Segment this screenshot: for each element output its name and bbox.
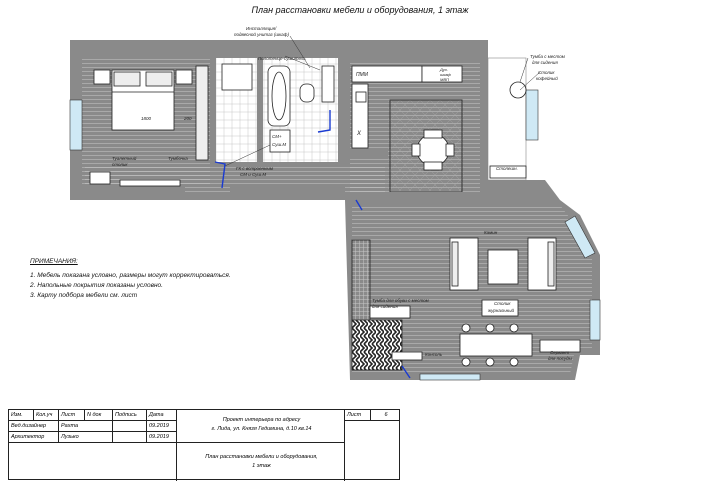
oven-label: Дух. bbox=[440, 67, 448, 72]
stamp-header: Кол.уч bbox=[34, 410, 59, 421]
stamp-date: 09.2019 bbox=[147, 432, 177, 443]
project-cell bbox=[177, 410, 345, 443]
oven-label-2: шкаф bbox=[440, 72, 451, 77]
installation-label: Инсталляция/ bbox=[246, 26, 277, 31]
built-in-label: ГК с встроенным bbox=[236, 166, 273, 171]
oven-label-3: МВП bbox=[440, 77, 449, 82]
stamp-signature bbox=[113, 432, 147, 443]
dressing-table-label: Туалетный bbox=[112, 156, 137, 161]
note-item: 2. Напольные покрытия показаны условно. bbox=[30, 282, 163, 289]
sheet-label: Лист bbox=[345, 410, 371, 421]
sideboard-label: Сервант bbox=[550, 350, 570, 355]
towel-dryer-label: Полотенце-сушитель bbox=[258, 56, 306, 61]
stamp-signature bbox=[113, 421, 147, 432]
fireplace-label: Камин bbox=[484, 230, 498, 235]
bed-size-2-label: 200 bbox=[184, 116, 192, 121]
stamp-header: Лист bbox=[59, 410, 85, 421]
address-line: г. Лида, ул. Князя Гедимина, д.10 кв.14 bbox=[211, 426, 312, 432]
sheet-title-line-2: 1 этаж bbox=[252, 463, 271, 469]
dressing-table-label-2: столик bbox=[112, 162, 128, 167]
stamp-role: Архитектор bbox=[9, 432, 59, 443]
dishwasher-label: ПММ bbox=[356, 72, 368, 78]
title-block bbox=[8, 409, 400, 480]
wm2-label: Суш.М bbox=[272, 142, 287, 147]
sheet-title-cell bbox=[177, 443, 345, 481]
project-line: Проект интерьера по адресу bbox=[222, 417, 301, 423]
stamp-date: 09.2019 bbox=[147, 421, 177, 432]
journal-table-label: Столик bbox=[494, 301, 511, 306]
fridge-mark: Х bbox=[357, 131, 362, 137]
desk-label: Столешн. bbox=[496, 166, 518, 171]
console-label: Консоль bbox=[425, 352, 443, 357]
stamp-header: Изм. bbox=[9, 410, 34, 421]
bedside-label: Тумбочка bbox=[168, 156, 188, 161]
stamp-name: Рахта bbox=[59, 421, 113, 432]
coffee-table-label-2: кофейный bbox=[536, 76, 558, 81]
stamp-org-cell bbox=[345, 421, 399, 481]
bed-size-label: 1800 bbox=[141, 116, 152, 121]
hanging-toilet-label: подвесной унитаз (шкаф) bbox=[234, 32, 289, 37]
stamp-header: Подпись bbox=[113, 410, 147, 421]
sheet-title-line: План расстановки мебели и оборудования, bbox=[205, 454, 318, 460]
notes bbox=[30, 257, 231, 301]
for-sitting-label: для сидения bbox=[532, 60, 558, 65]
notes-header: ПРИМЕЧАНИЯ: bbox=[30, 258, 78, 265]
stamp-role: Вед.дизайнер bbox=[9, 421, 59, 432]
shoe-tumba-label: Тумба для обуви с местом bbox=[372, 298, 429, 303]
built-in-label-2: СМ и Суш.М bbox=[240, 172, 267, 177]
stamp-header: Дата bbox=[147, 410, 177, 421]
stamp-header: N док bbox=[85, 410, 113, 421]
stamp-name: Лузько bbox=[59, 432, 113, 443]
wm-label: СМ+ bbox=[272, 134, 282, 139]
note-item: 1. Мебель показана условно, размеры могут корректироваться. bbox=[30, 272, 231, 279]
coffee-table-label: Столик bbox=[538, 70, 555, 75]
shoe-tumba-label-2: для сидения bbox=[372, 304, 398, 309]
stamp-blank bbox=[9, 443, 177, 481]
drawing-title: План расстановки мебели и оборудования, 1 этаж bbox=[251, 5, 469, 15]
sideboard-label-2: для посуды bbox=[548, 356, 572, 361]
note-item: 3. Карту подбора мебели см. лист bbox=[30, 292, 138, 299]
journal-table-label-2: журнальный bbox=[488, 308, 515, 313]
sheet-number: 6 bbox=[371, 410, 399, 421]
bedside-seat-label: Тумба с местом bbox=[530, 54, 565, 59]
